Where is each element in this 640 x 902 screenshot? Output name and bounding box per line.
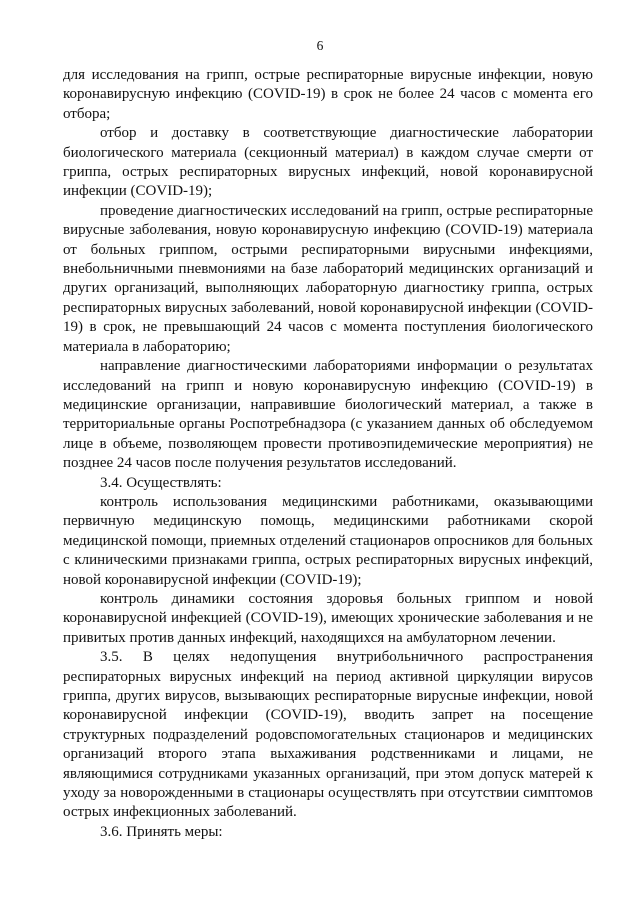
paragraph-sample-collection: отбор и доставку в соответствующие диагностические лаборатории биологического материала (секционный материал) в каждом случае смерти от гриппа, острых респираторных вирусных инфекций, новой коронавирусной инфекции (COVID-19); — [63, 125, 593, 200]
document-body — [63, 66, 593, 842]
section-3-6-heading: 3.6. Принять меры: — [100, 823, 223, 840]
paragraph-health-dynamics-control: контроль динамики состояния здоровья больных гриппом и новой коронавирусной инфекцией (COVID-19), имеющих хронические заболевания и не привитых против данных инфекций, находящихся на амбулаторном лечении. — [63, 590, 593, 646]
section-3-4-heading: 3.4. Осуществлять: — [100, 474, 222, 491]
paragraph-continuation: для исследования на грипп, острые респираторные вирусные инфекции, новую коронавирусную инфекцию (COVID-19) в срок не более 24 часов с момента его отбора; — [63, 67, 593, 122]
section-3-5-paragraph: 3.5. В целях недопущения внутрибольничного распространения респираторных вирусных инфекций на период активной циркуляции вирусов гриппа, других вирусов, вызывающих респираторные вирусные инфекции, новой коронавирусной инфекции (COVID-19), вводить запрет на посещение структурных подразделений родовспомогательных стационаров и медицинских организаций второго этапа выхаживания родственниками и лицами, не являющимися сотрудниками указанных организаций, при этом допуск матерей к уходу за новорожденными в стационары осуществлять при отсутствии симптомов острых инфекционных заболеваний. — [63, 649, 593, 821]
paragraph-results-reporting: направление диагностическими лабораториями информации о результатах исследований на грипп и новую коронавирусную инфекцию (COVID-19) в медицинские организации, направившие биологический материал, а также в территориальные органы Роспотребнадзора (с указанием данных об обследуемом лице в объеме, позволяющем провести противоэпидемические мероприятия) не позднее 24 часов после получения результатов исследований. — [63, 358, 593, 472]
paragraph-questionnaire-control: контроль использования медицинскими работниками, оказывающими первичную медицинскую помощь, медицинскими работниками скорой медицинской помощи, приемных отделений стационаров опросников для больных с клиническими признаками гриппа, острых респираторных вирусных инфекций, новой коронавирусной инфекции (COVID-19); — [63, 493, 593, 588]
page-number: 6 — [316, 38, 324, 53]
paragraph-diagnostic-studies: проведение диагностических исследований на грипп, острые респираторные вирусные заболевания, новую коронавирусную инфекцию (COVID-19) материала от больных гриппом, острыми респираторными вирусными инфекциями, внебольничными пневмониями на базе лабораторий медицинских организаций и других организаций, выполняющих лабораторную диагностику гриппа, острых респираторных вирусных заболеваний, новой коронавирусной инфекции (COVID-19) в срок, не превышающий 24 часов с момента поступления биологического материала в лабораторию; — [63, 202, 593, 355]
